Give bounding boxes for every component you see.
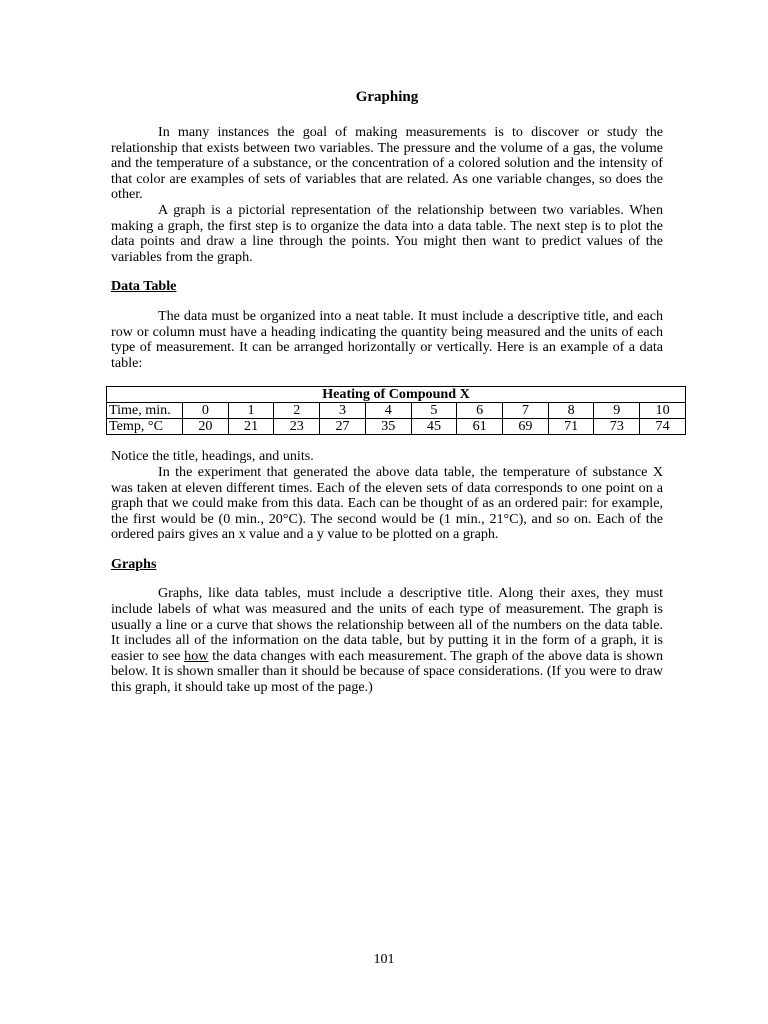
ordered-pair-paragraph: In the experiment that generated the above data table, the temperature of substance X was taken at eleven different times. Each of the eleven sets of data corresponds to one point on a graph that we could make from this data. Each can be thought of as an ordered pair: for example, the first would be (0 min., 20°C). The second would be (1 min., 21°C), and so on. Each of the ordered pairs gives an x value and a y value to be plotted on a graph.: [111, 463, 663, 543]
temp-cell: 35: [365, 419, 411, 435]
temp-cell: 45: [411, 419, 457, 435]
temp-cell: 61: [457, 419, 503, 435]
table-title-row: [107, 387, 686, 403]
graphs-heading: Graphs: [111, 555, 157, 572]
graphs-paragraph: [111, 586, 663, 695]
table-row-temp: [107, 419, 686, 435]
page-content: [109, 88, 670, 696]
time-cell: 9: [594, 403, 640, 419]
time-cell: 10: [640, 403, 686, 419]
time-row-heading: Time, min.: [107, 403, 183, 419]
time-cell: 1: [228, 403, 274, 419]
time-cell: 4: [365, 403, 411, 419]
time-cell: 6: [457, 403, 503, 419]
time-cell: 0: [183, 403, 229, 419]
notice-text: Notice the title, headings, and units.: [111, 448, 314, 465]
graphs-text-part-1: Graphs, like data tables, must include a descriptive title. Along their axes, they must include labels of what was measured and the units of each type of measurement. The graph is usually a line or a curve that shows the relationship between all of the numbers on the data table. It includes all of the information on the data table, but by putting it in the form of a graph, it is easier to see: [111, 585, 663, 664]
data-table-paragraph: The data must be organized into a neat table. It must include a descriptive title, and each row or column must have a heading indicating the quantity being measured and the units of each type of measurement. It can be arranged horizontally or vertically. Here is an example of a data table:: [111, 307, 663, 371]
graphs-text-part-2: the data changes with each measurement. The graph of the above data is shown below. It is shown smaller than it should be because of space considerations. (If you were to draw this graph, it should take up most of the page.): [111, 647, 663, 696]
temp-cell: 69: [503, 419, 549, 435]
page-title: Graphing: [355, 89, 419, 105]
page-number: 101: [373, 952, 395, 967]
temp-cell: 23: [274, 419, 320, 435]
temp-cell: 20: [183, 419, 229, 435]
temp-cell: 71: [548, 419, 594, 435]
temp-cell: 73: [594, 419, 640, 435]
table-title: Heating of Compound X: [107, 387, 686, 403]
time-cell: 3: [320, 403, 366, 419]
table-row-time: [107, 403, 686, 419]
temp-cell: 27: [320, 419, 366, 435]
time-cell: 7: [503, 403, 549, 419]
time-cell: 2: [274, 403, 320, 419]
temp-cell: 74: [640, 419, 686, 435]
intro-paragraph-1: In many instances the goal of making measurements is to discover or study the relationship that exists between two variables. The pressure and the volume of a gas, the volume and the temperature of a substance, or the concentration of a colored solution and the intensity of that color are examples of sets of variables that are related. As one variable changes, so does the other.: [111, 124, 663, 203]
intro-paragraph-2: A graph is a pictorial representation of the relationship between two variables. When making a graph, the first step is to organize the data into a data table. The next step is to plot the data points and draw a line through the points. You might then want to predict values of the variables from the graph.: [111, 201, 663, 265]
data-table-heading: Data Table: [111, 278, 177, 295]
time-cell: 5: [411, 403, 457, 419]
data-table: [106, 386, 686, 435]
emphasis-how: how: [184, 647, 209, 664]
time-cell: 8: [548, 403, 594, 419]
temp-row-heading: Temp, °C: [107, 419, 183, 435]
temp-cell: 21: [228, 419, 274, 435]
